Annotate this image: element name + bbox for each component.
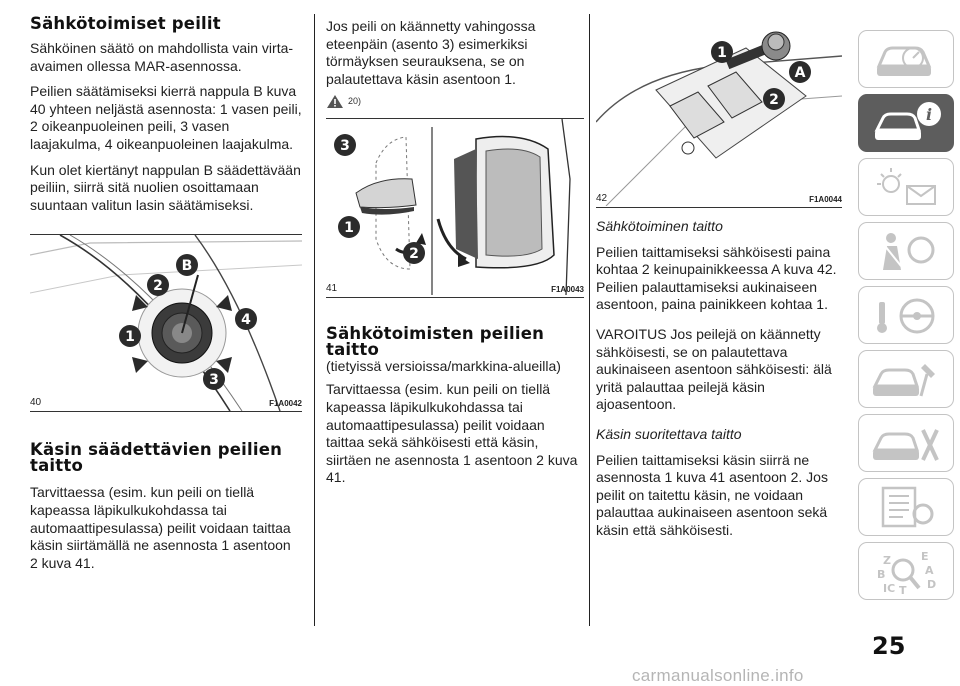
callout-1: 1	[717, 45, 727, 61]
paragraph: Jos peili on käännetty vahingossa eteenpäin (asento 3) esimerkiksi törmäyksen seurauksena, se on palautettava käsin asentoon 1.	[326, 18, 536, 87]
tab-safety[interactable]	[858, 222, 954, 280]
tab-emergency[interactable]	[858, 350, 954, 408]
warning-lights-icon	[869, 164, 943, 210]
figure-code: F1A0043	[551, 285, 584, 295]
column-right	[596, 0, 846, 548]
callout-2: 2	[409, 246, 419, 263]
figure-code: F1A0042	[269, 399, 302, 409]
tab-index[interactable]	[858, 542, 954, 600]
callout-2: 2	[153, 278, 163, 295]
paragraph: Tarvittaessa (esim. kun peili on tiellä kapeassa läpikulkukohdassa tai automaattipesulassa) peilit voidaan taittaa sekä sähköisesti että käsin, siirtäen ne asennosta 1 asentoon 2 kuva 41.	[326, 381, 578, 486]
svg-text:E: E	[921, 550, 929, 563]
subheading-electric-folding: Sähkötoiminen taitto	[596, 218, 723, 234]
paragraph: Kun olet kiertänyt nappulan B säädettävään peiliin, siirrä sitä nuolien osoittamaan suuntaan valitun lasin säätämiseksi.	[30, 161, 301, 213]
callout-3: 3	[340, 138, 350, 155]
airbag-seatbelt-icon	[869, 228, 943, 274]
tab-getting-to-know[interactable]	[858, 94, 954, 152]
section-heading-electric-mirrors: Sähkötoimiset peilit	[30, 14, 221, 33]
tab-warning-lights[interactable]	[858, 158, 954, 216]
figure-40	[30, 234, 302, 412]
paragraph: Peilien säätämiseksi kierrä nappula B kuva 40 yhteen neljästä asennosta: 1 vasen peili, 2 oikeanpuoleinen peili, 3 vasen laajakulma, 4 oikeanpuoleinen laajakulma.	[30, 83, 302, 152]
figure-42	[596, 26, 842, 208]
car-dashboard-icon	[869, 36, 943, 82]
column-separator-right	[589, 14, 590, 626]
technical-data-icon	[869, 484, 943, 530]
callout-b: B	[181, 258, 193, 275]
callout-2: 2	[769, 92, 779, 108]
section-heading-electric-folding: Sähkötoimisten peilien taitto	[326, 324, 545, 360]
mirror-folding-illustration	[326, 119, 584, 297]
chapter-tabs	[858, 30, 954, 606]
figure-41	[326, 118, 584, 298]
tab-technical-data[interactable]	[858, 478, 954, 536]
paragraph: Tarvittaessa (esim. kun peili on tiellä kapeassa läpikulkukohdassa tai automaattipesulassa) peilit voidaan taittaa käsin siirtämällä ne asennosta 1 asentoon 2 kuva 41.	[30, 484, 291, 571]
svg-text:B: B	[877, 568, 886, 581]
svg-text:Z: Z	[883, 554, 891, 567]
tab-starting-driving[interactable]	[858, 286, 954, 344]
section-heading-manual-folding: Käsin säädettävien peilien taitto	[30, 440, 283, 476]
figure-number: 42	[596, 193, 608, 204]
steering-wheel-icon	[869, 292, 943, 338]
paragraph: Sähköinen säätö on mahdollista vain virta-avaimen ollessa MAR-asennossa.	[30, 40, 294, 74]
svg-text:IC: IC	[883, 582, 896, 595]
warning-reference	[326, 92, 584, 110]
figure-code: F1A0044	[809, 195, 842, 204]
index-icon	[869, 548, 943, 598]
watermark: carmanualsonline.info	[632, 666, 804, 685]
svg-text:T: T	[899, 584, 907, 597]
heading-note: (tietyissä versioissa/markkina-alueilla)	[326, 358, 561, 375]
svg-text:A: A	[925, 564, 934, 577]
tab-dashboard[interactable]	[858, 30, 954, 88]
tab-maintenance[interactable]	[858, 414, 954, 472]
page-number: 25	[872, 632, 906, 660]
warning-triangle-icon	[326, 94, 344, 109]
callout-1: 1	[125, 329, 135, 346]
svg-text:D: D	[927, 578, 937, 591]
figure-number: 41	[326, 283, 338, 295]
car-breakdown-icon	[869, 356, 943, 402]
maintenance-icon	[869, 420, 943, 466]
figure-number: 40	[30, 397, 42, 409]
subheading-manual-folding: Käsin suoritettava taitto	[596, 425, 742, 442]
mirror-knob-illustration	[30, 235, 302, 411]
callout-3: 3	[209, 372, 219, 389]
rocker-switch-illustration	[596, 26, 842, 206]
callout-1: 1	[344, 220, 354, 237]
car-info-icon	[869, 100, 943, 146]
callout-a: A	[794, 65, 806, 81]
column-middle	[326, 0, 584, 495]
paragraph: Peilien taittamiseksi sähköisesti paina kohtaa 2 keinupainikkeessa A kuva 42. Peilien palauttamiseksi aukinaiseen asentoon, paina painikkeen kohtaa 1.	[596, 243, 837, 313]
paragraph: Peilien taittamiseksi käsin siirrä ne asennosta 1 kuva 41 asentoon 2. Jos peilit on taitettu käsin, ne voidaan palauttaa aukinaiseen asentoon sekä käsin että sähköisesti.	[596, 451, 828, 538]
column-left	[30, 0, 302, 580]
svg-text:i: i	[925, 105, 933, 124]
callout-4: 4	[241, 312, 251, 329]
column-separator-left	[314, 14, 315, 626]
warning-paragraph: VAROITUS Jos peilejä on käännetty sähköisesti, se on palautettava aukinaiseen asentoon sähköisesti: älä yritä palauttaa peilejä käsin ajoasentoon.	[596, 325, 832, 413]
warning-ref-number: 20)	[348, 96, 362, 107]
